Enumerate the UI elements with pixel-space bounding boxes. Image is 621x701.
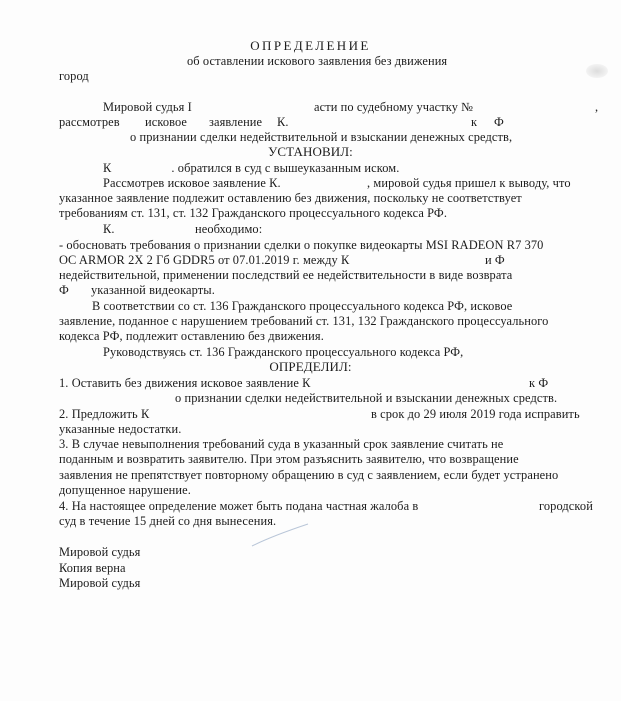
decided-item-4-text: 4. На настоящее определение может быть подана частная жалоба в (59, 499, 419, 513)
intro-defendant: Ф (494, 115, 504, 129)
intro-word-2: исковое (145, 115, 188, 129)
established-party: К. (103, 222, 115, 236)
decided-item-3-line-1: 3. В случае невыполнения требований суда в указанный срок заявление считать не (59, 437, 504, 451)
established-line-3: указанное заявление подлежит оставлению без движения, поскольку не соответствует (59, 191, 522, 205)
decided-item-1-cont: о признании сделки недействительной и взыскании денежных средств. (175, 391, 558, 405)
intro-comma: , (595, 100, 599, 114)
established-required: необходимо: (195, 222, 263, 236)
established-return-party: Ф (59, 283, 69, 297)
document-subtitle: об оставлении искового заявления без движения (187, 54, 448, 68)
established-line-6: - обосновать требования о признании сделки о покупке видеокарты MSI RADEON R7 370 (59, 238, 544, 252)
heading-established: УСТАНОВИЛ: (268, 144, 353, 159)
established-line-1 (103, 161, 399, 175)
decided-item-1-defendant: к Ф (529, 376, 549, 390)
footer-judge-2: Мировой судья (59, 576, 141, 590)
established-claim-filed: . обратился в суд с вышеуказанным иском. (171, 161, 400, 175)
decided-item-4-cont: суд в течение 15 дней со дня вынесения. (59, 514, 277, 528)
established-line-13: Руководствуясь ст. 136 Гражданского процессуального кодекса РФ, (103, 345, 464, 359)
intro-word-3: заявление (209, 115, 263, 129)
decided-item-1-text: 1. Оставить без движения исковое заявление К (59, 376, 311, 390)
established-review: Рассмотрев исковое заявление К. (103, 176, 281, 190)
intro-word-1: рассмотрев (59, 115, 120, 129)
footer-copy-verified: Копия верна (59, 561, 126, 575)
decided-item-3-line-4: допущенное нарушение. (59, 483, 191, 497)
decided-item-2-text: 2. Предложить К (59, 407, 150, 421)
decided-item-4-court: городской (539, 499, 593, 513)
intro-judge: Мировой судья I (103, 100, 192, 114)
footer-judge: Мировой судья (59, 545, 141, 559)
heading-decided: ОПРЕДЕЛИЛ: (269, 359, 352, 374)
intro-plaintiff: К. (277, 115, 289, 129)
intro-k: к (471, 115, 478, 129)
decided-item-2-cont: указанные недостатки. (59, 422, 182, 436)
established-line-12: кодекса РФ, подлежит оставлению без движения. (59, 329, 324, 343)
established-line-10: В соответствии со ст. 136 Гражданского процессуального кодекса РФ, исковое (92, 299, 513, 313)
established-card-details: OC ARMOR 2X 2 Гб GDDR5 от 07.01.2019 г. между К (59, 253, 350, 267)
intro-line-3: о признании сделки недействительной и взыскании денежных средств, (130, 130, 513, 144)
city-line: город (59, 69, 89, 83)
established-line-4: требованиям ст. 131, ст. 132 Гражданского процессуального кодекса РФ. (59, 206, 448, 220)
intro-district: асти по судебному участку № (314, 100, 474, 114)
decided-item-3-line-2: поданным и возвратить заявителю. При этом разъяснить заявителю, что возвращение (59, 452, 519, 466)
established-line-8: недействительной, применении последствий ее недействительности в виде возврата (59, 268, 513, 282)
scan-stamp-mark (586, 64, 608, 78)
decided-item-2-deadline: в срок до 29 июля 2019 года исправить (371, 407, 580, 421)
established-between: и Ф (485, 253, 505, 267)
established-line-11: заявление, поданное с нарушением требований ст. 131, 132 Гражданского процессуального (59, 314, 549, 328)
decided-item-3-line-3: заявления не препятствует повторному обращению в суд с заявлением, если будет устранено (59, 468, 559, 482)
established-plaintiff: К (103, 161, 112, 175)
established-return-item: указанной видеокарты. (91, 283, 215, 297)
established-conclusion: , мировой судья пришел к выводу, что (367, 176, 571, 190)
document-title: ОПРЕДЕЛЕНИЕ (250, 38, 371, 53)
